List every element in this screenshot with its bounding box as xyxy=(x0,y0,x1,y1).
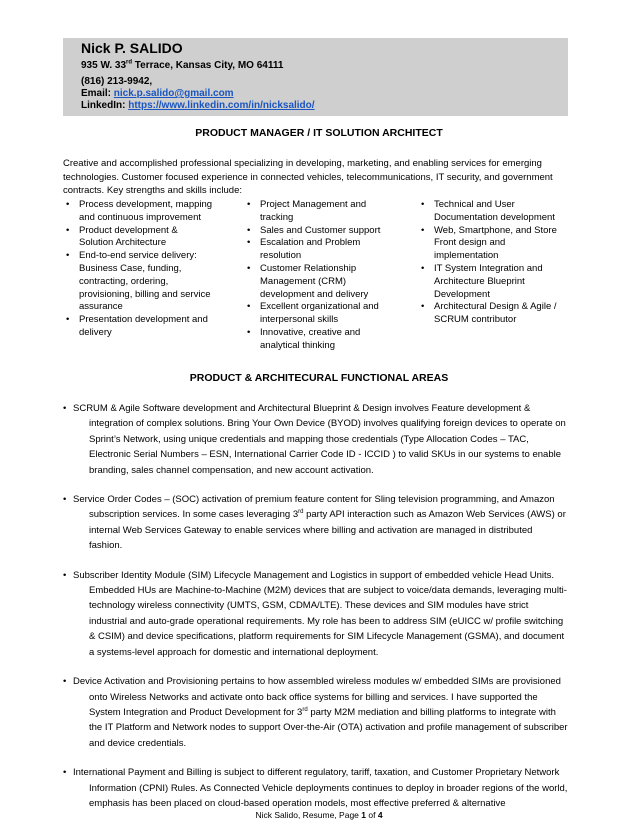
area-item: • Subscriber Identity Module (SIM) Lifecycle Management and Logistics in support of embedded vehicle Head Units. Embedded HUs are Machine-to-Machine (M2M) devices that are subject to voice/data demands, leveraging multi-technology wireless connectivity (UMTS, GSM, CDMA/LTE). These devices and SIM modules have strict industrial and auto-grade operational requirements. My role has been to address SIM (eUICC w/ profile switching & CSIM) and device specifications, platform requirements for SIM Lifecycle Management (GSMA), and document a systems-level approach for domestic and international deployment. xyxy=(63,569,567,658)
email-link[interactable]: nick.p.salido@gmail.com xyxy=(113,88,234,99)
skill-item: • Sales and Customer support xyxy=(244,225,390,238)
area-item: • SCRUM & Agile Software development and Architectural Blueprint & Design involves Feature development & integration of complex solutions. Bring Your Own Device (BYOD) involves qualifying foreign devices to operate on Sprint’s Network, using unique credentials and mapping those credentials (Type Allocation Codes – TAC, Electronic Serial Numbers – ESN, International Carrier Code ID - ICCID ) to valid SKUs in our systems to enable branding, sales channel compensation, and new account activation. xyxy=(63,403,566,476)
skill-item: • Excellent organizational and interpersonal skills xyxy=(244,301,390,327)
skill-item: • Customer Relationship Management (CRM) development and delivery xyxy=(244,263,390,301)
skill-item: • Project Management and tracking xyxy=(244,199,390,225)
functional-areas xyxy=(63,401,568,825)
page-footer: Nick Salido, Resume, Page 1 of 4 xyxy=(255,810,383,820)
skill-item: • Architectural Design & Agile / SCRUM contributor xyxy=(418,301,568,327)
skill-item: • IT System Integration and Architecture Blueprint Development xyxy=(418,263,568,301)
skill-item: • End-to-end service delivery: Business Case, funding, contracting, ordering, provisioning, billing and service assurance xyxy=(63,250,213,314)
skill-item: • Escalation and Problem resolution xyxy=(244,237,390,263)
skills-column-3 xyxy=(418,199,568,327)
skills-column-2 xyxy=(244,199,390,353)
candidate-name: Nick P. SALIDO xyxy=(81,40,183,56)
summary-paragraph: Creative and accomplished professional specializing in developing, marketing, and enabling services for emerging technologies. Customer focused experience in connected vehicles, telecommunications, IT security, and government contracts. Key strengths and skills include: xyxy=(63,158,553,196)
skill-item: • Presentation development and delivery xyxy=(63,314,213,340)
linkedin-link[interactable]: https://www.linkedin.com/in/nicksalido/ xyxy=(128,100,315,111)
areas-title: PRODUCT & ARCHITECURAL FUNCTIONAL AREAS xyxy=(189,372,449,384)
phone: (816) 213-9942, xyxy=(81,76,153,87)
skills-column-1 xyxy=(63,199,213,340)
area-item: • International Payment and Billing is subject to different regulatory, tariff, taxation, and Customer Proprietary Network Information (CPNI) Rules. As Connected Vehicle deployments continues to deploy in broader regions of the world, emphasis has been placed on cloud-based operation models, most effective preferred & alternative xyxy=(63,767,568,809)
address: 935 W. 33rd Terrace, Kansas City, MO 64111 xyxy=(81,59,284,71)
skill-item: • Product development & Solution Architecture xyxy=(63,225,213,251)
linkedin-line: LinkedIn: https://www.linkedin.com/in/nicksalido/ xyxy=(81,100,315,111)
skill-item: • Technical and User Documentation development xyxy=(418,199,568,225)
skill-item: • Web, Smartphone, and Store Front design and implementation xyxy=(418,225,568,263)
document-title: PRODUCT MANAGER / IT SOLUTION ARCHITECT xyxy=(195,127,443,139)
contact-header xyxy=(63,38,568,116)
area-item: • Device Activation and Provisioning pertains to how assembled wireless modules w/ embedded SIMs are provisioned onto Wireless Networks and activate onto back office systems for billing and services. I have supported the System Integration and Product Development for 3rd party M2M mediation and billing platforms to integrate with the IT Platform and Network nodes to support Over-the-Air (OTA) activation and profile management of subscriber and device credentials. xyxy=(63,676,568,749)
email-line: Email: nick.p.salido@gmail.com xyxy=(81,88,234,99)
skill-item: • Innovative, creative and analytical thinking xyxy=(244,327,390,353)
area-item: • Service Order Codes – (SOC) activation of premium feature content for Sling television programming, and Amazon subscription services. In some cases leveraging 3rd party API interaction such as Amazon Web Services (AWS) or internal Web Services Gateway to enable services where billing and activation are managed in distributed fashion. xyxy=(63,494,566,552)
skill-item: • Process development, mapping and continuous improvement xyxy=(63,199,213,225)
